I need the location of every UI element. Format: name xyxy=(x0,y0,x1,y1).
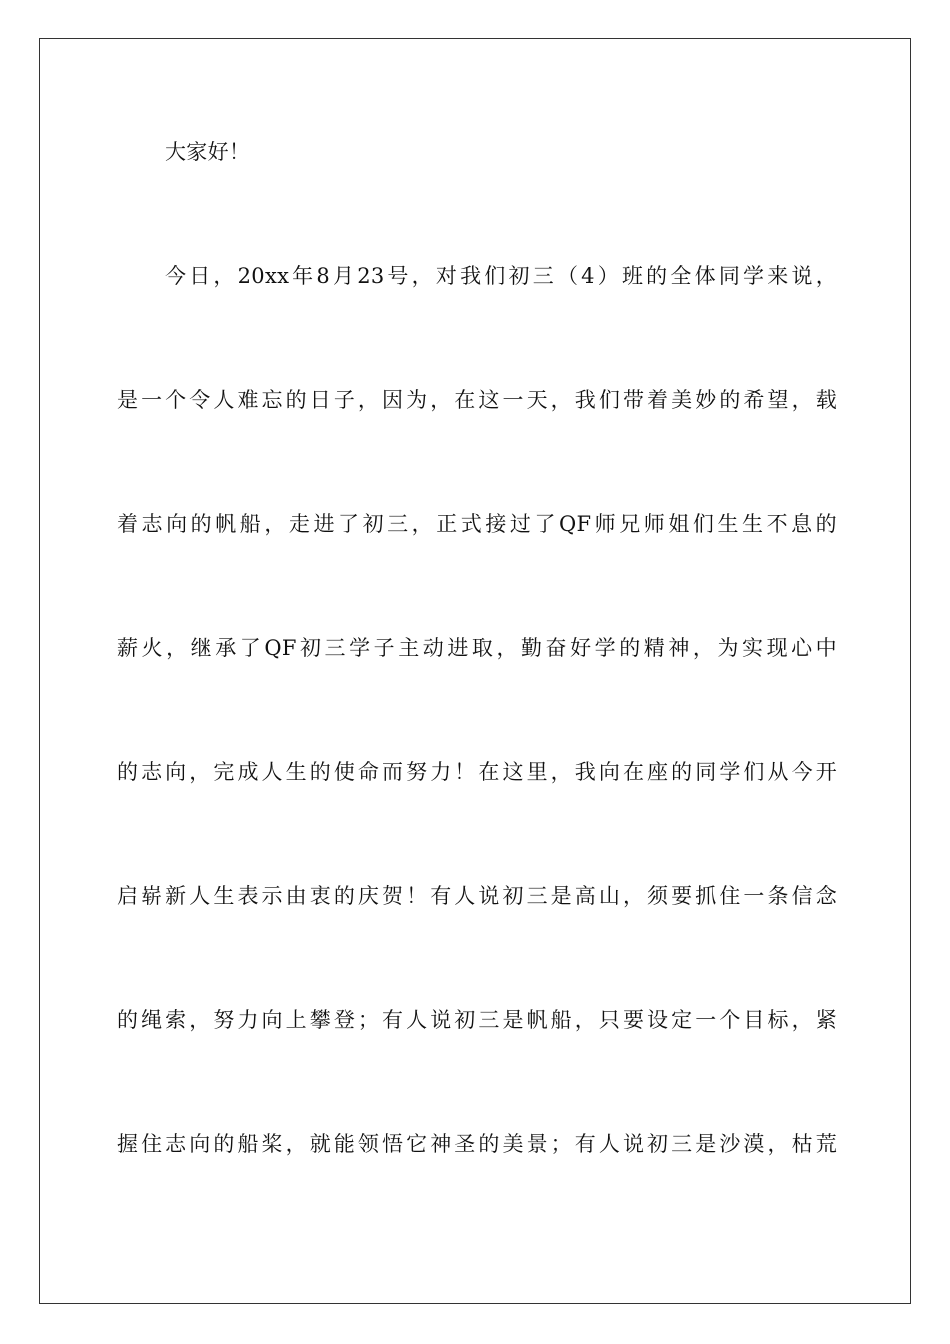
paragraph-line: 今日，20xx年8月23号，对我们初三（4）班的全体同学来说， xyxy=(165,264,837,288)
paragraph-line: 的志向，完成人生的使命而努力！在这里，我向在座的同学们从今开 xyxy=(117,760,837,784)
paragraph-line: 薪火，继承了QF初三学子主动进取，勤奋好学的精神，为实现心中 xyxy=(117,636,837,660)
page-border xyxy=(39,38,911,1304)
paragraph-line: 握住志向的船桨，就能领悟它神圣的美景；有人说初三是沙漠，枯荒 xyxy=(117,1132,837,1156)
paragraph-line: 是一个令人难忘的日子，因为，在这一天，我们带着美妙的希望，载 xyxy=(117,388,837,412)
paragraph-line: 启崭新人生表示由衷的庆贺！有人说初三是高山，须要抓住一条信念 xyxy=(117,884,837,908)
paragraph-line: 着志向的帆船，走进了初三，正式接过了QF师兄师姐们生生不息的 xyxy=(117,512,837,536)
greeting-line: 大家好！ xyxy=(165,140,251,164)
paragraph-line: 的绳索，努力向上攀登；有人说初三是帆船，只要设定一个目标，紧 xyxy=(117,1008,837,1032)
